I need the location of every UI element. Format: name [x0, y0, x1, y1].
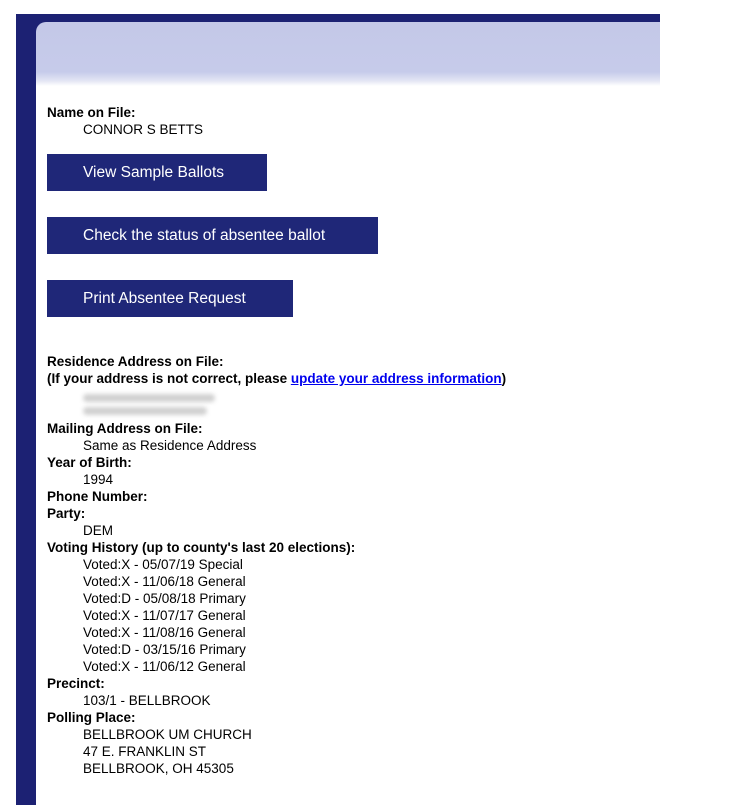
- voting-history-entry: Voted:X - 11/07/17 General: [83, 608, 246, 623]
- phone-label: Phone Number:: [47, 489, 148, 504]
- residence-note-suffix: ): [501, 371, 507, 386]
- polling-place-label: Polling Place:: [47, 710, 136, 725]
- voting-history-entry: Voted:X - 11/06/12 General: [83, 659, 246, 674]
- page-frame-left: [16, 14, 36, 805]
- voting-history-label: Voting History (up to county's last 20 elections):: [47, 540, 356, 555]
- voting-history-entry: Voted:D - 05/08/18 Primary: [83, 591, 246, 606]
- view-sample-ballots-button[interactable]: View Sample Ballots: [47, 154, 267, 191]
- voting-history-entry: Voted:X - 11/06/18 General: [83, 574, 246, 589]
- check-absentee-status-button[interactable]: Check the status of absentee ballot: [47, 217, 378, 254]
- polling-place-name: BELLBROOK UM CHURCH: [83, 727, 252, 742]
- polling-place-street: 47 E. FRANKLIN ST: [83, 744, 207, 759]
- voting-history-entry: Voted:X - 05/07/19 Special: [83, 557, 243, 572]
- name-label: Name on File:: [47, 105, 136, 120]
- birth-year-value: 1994: [83, 472, 114, 487]
- party-value: DEM: [83, 523, 113, 538]
- mailing-value: Same as Residence Address: [83, 438, 257, 453]
- mailing-label: Mailing Address on File:: [47, 421, 203, 436]
- voter-info: [47, 104, 647, 777]
- birth-year-label: Year of Birth:: [47, 455, 132, 470]
- redacted-address-line-1: [83, 394, 215, 402]
- print-absentee-request-button[interactable]: Print Absentee Request: [47, 280, 293, 317]
- residence-label: Residence Address on File:: [47, 354, 224, 369]
- voting-history-list: [47, 556, 647, 675]
- polling-place-city: BELLBROOK, OH 45305: [83, 761, 234, 776]
- precinct-value: 103/1 - BELLBROOK: [83, 693, 211, 708]
- redacted-address-line-2: [83, 407, 207, 415]
- residence-section: [47, 353, 647, 415]
- voting-history-entry: Voted:X - 11/08/16 General: [83, 625, 246, 640]
- header-band: [36, 22, 660, 86]
- voting-history-entry: Voted:D - 03/15/16 Primary: [83, 642, 246, 657]
- update-address-link[interactable]: update your address information: [290, 371, 502, 386]
- precinct-label: Precinct:: [47, 676, 105, 691]
- residence-note: [47, 370, 647, 387]
- name-value: CONNOR S BETTS: [83, 122, 204, 137]
- residence-note-prefix: (If your address is not correct, please: [47, 371, 291, 386]
- redacted-address: [47, 394, 647, 415]
- party-label: Party:: [47, 506, 86, 521]
